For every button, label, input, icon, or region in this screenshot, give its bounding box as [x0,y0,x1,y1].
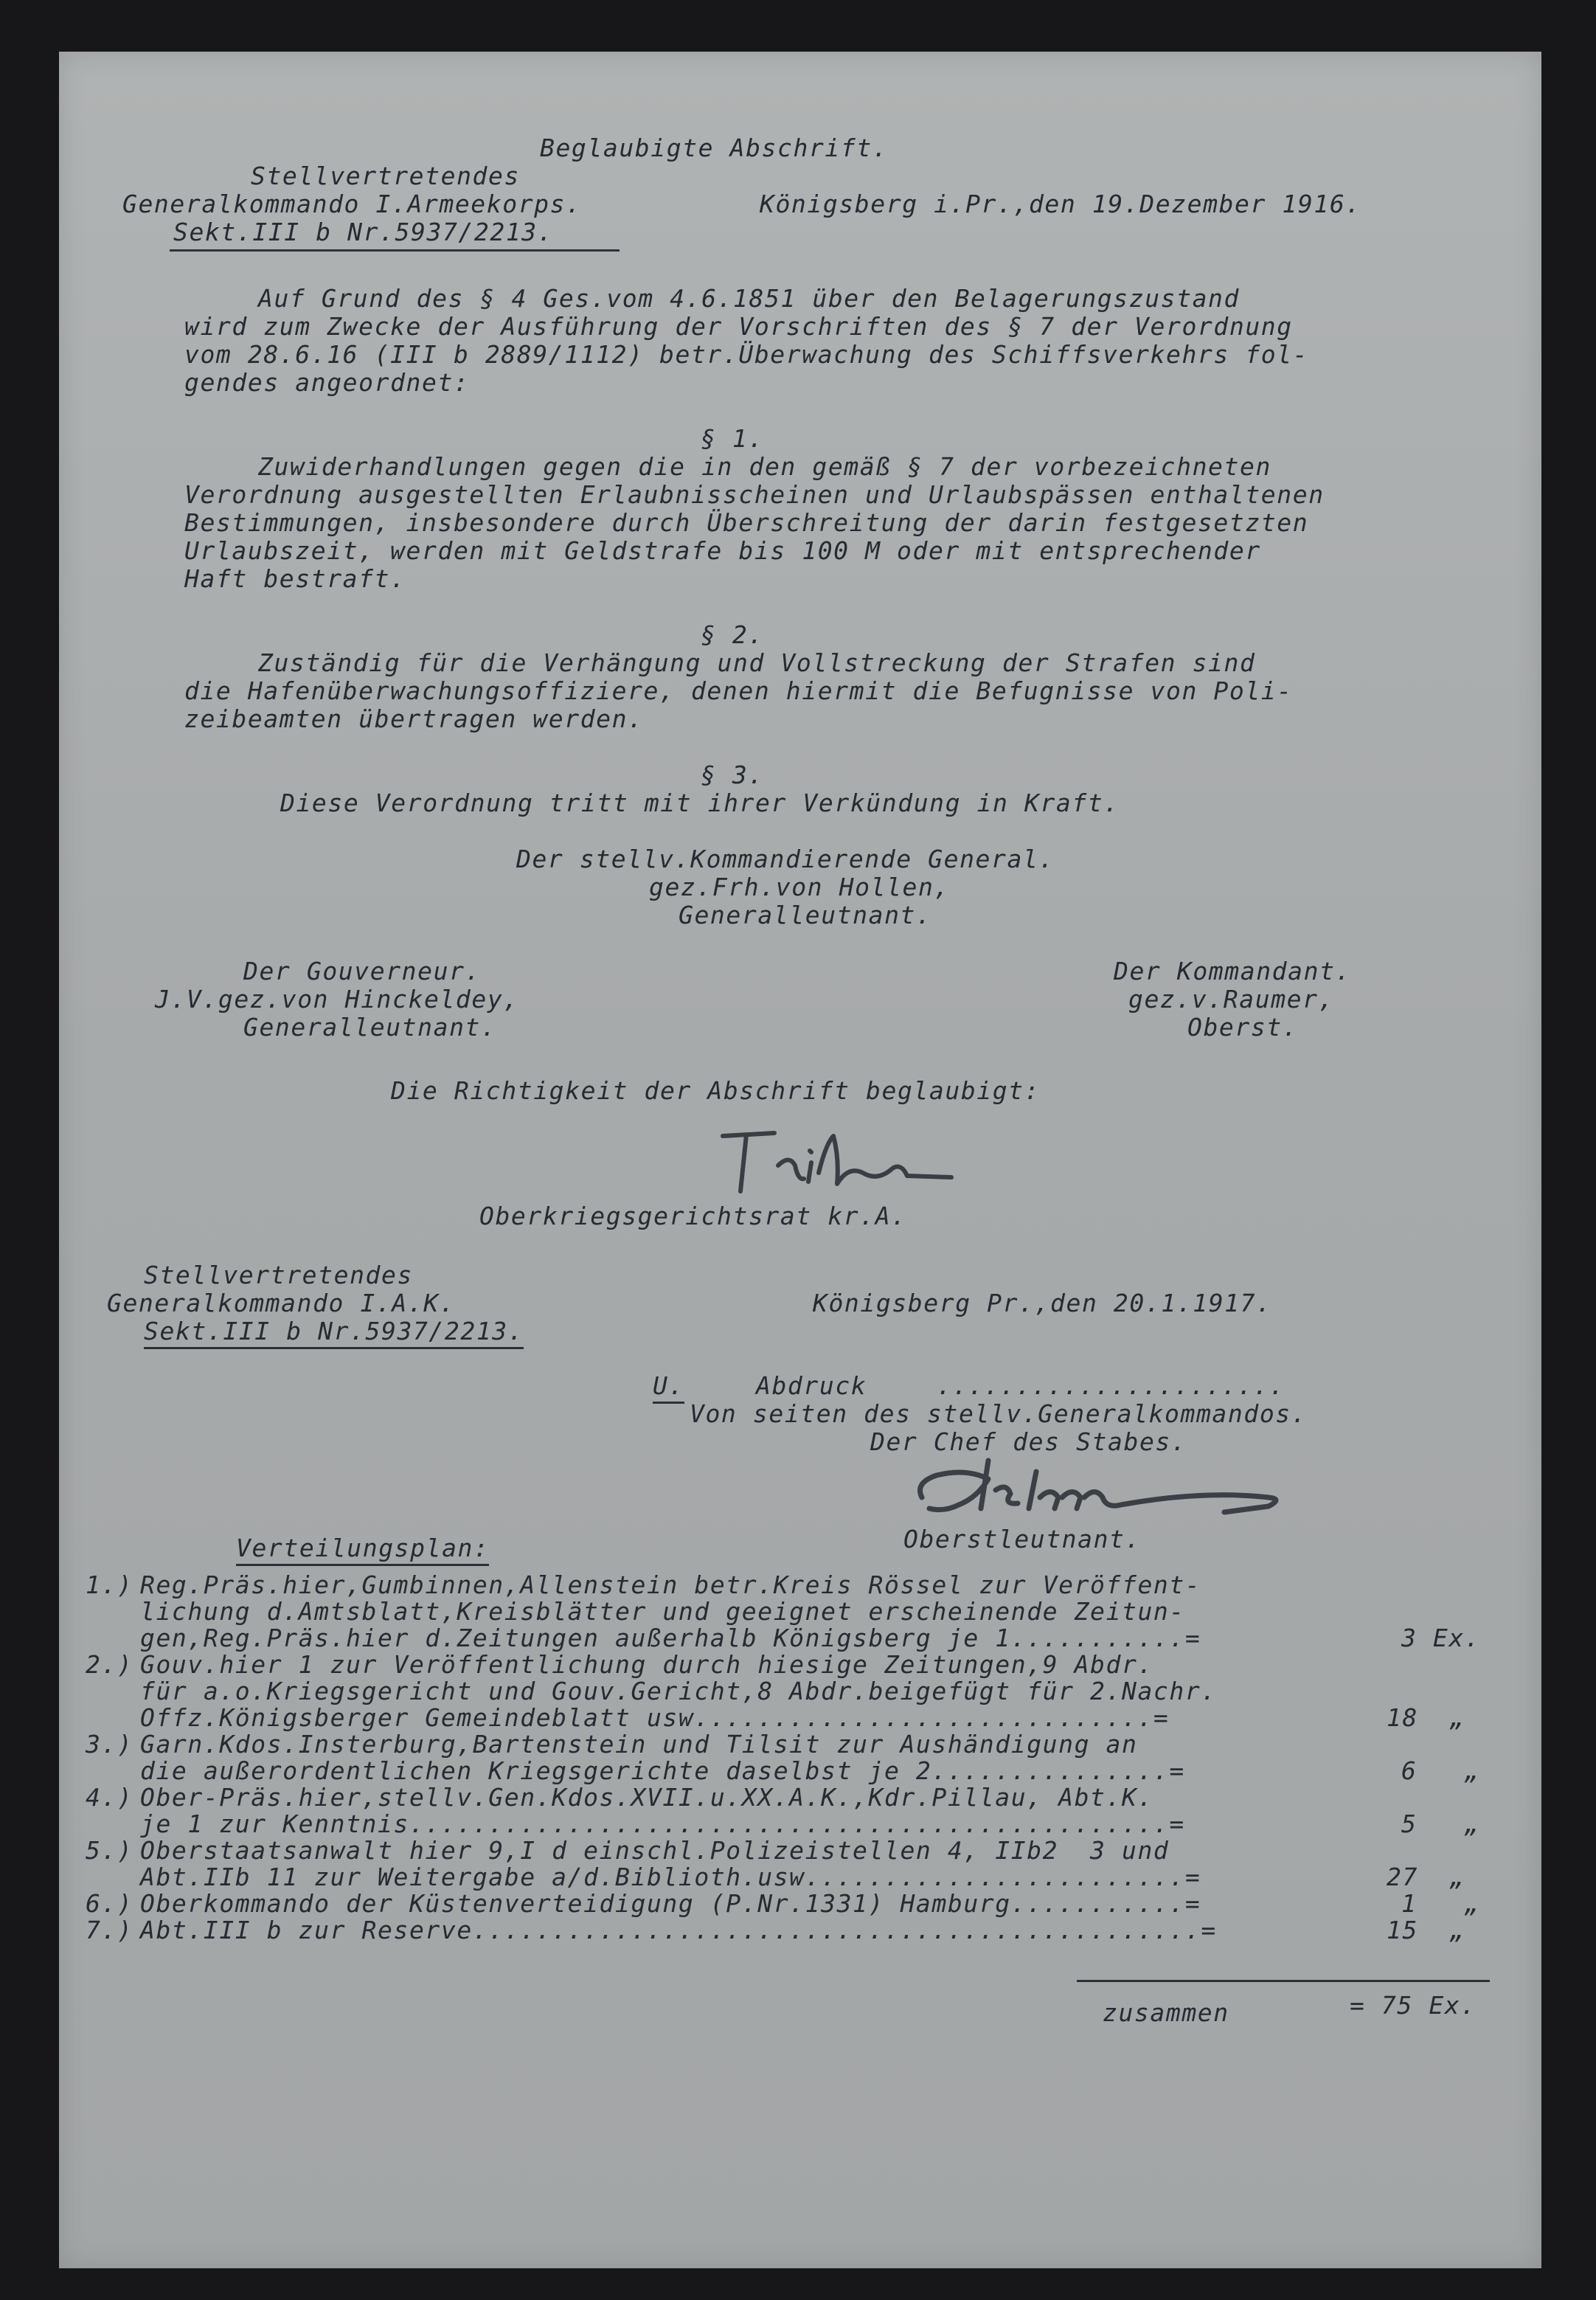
chief-of-staff: Der Chef des Stabes. [870,1427,1187,1456]
section-1-line: Bestimmungen, insbesondere durch Überschreitung der darin festgesetzten [184,508,1309,537]
org-line-1: Stellvertretendes [251,162,520,190]
org-line-2: Generalkommando I.Armeekorps. [122,190,582,218]
abdruck-from: Von seiten des stellv.Generalkommandos. [690,1399,1308,1428]
total-label: zusammen [1103,1998,1229,2027]
distribution-count: 6 „ [1401,1756,1481,1785]
gouverneur-name: J.V.gez.von Hinckeldey, [155,985,519,1014]
signer-rank: Oberstleutnant. [903,1525,1142,1553]
distribution-line: Garn.Kdos.Insterburg,Bartenstein und Tilsit zur Aushändigung an [140,1730,1138,1759]
certification-text: Die Richtigkeit der Abschrift beglaubigt: [391,1076,1041,1105]
abdruck-dots: ...................... [937,1371,1286,1400]
distribution-count: 18 „ [1387,1703,1466,1732]
section-1-line: Urlaubszeit, werden mit Geldstrafe bis 100 M oder mit entsprechender [184,536,1261,565]
distribution-item-number: 3.) [86,1730,133,1759]
total-value: = 75 Ex. [1350,1991,1477,2020]
distribution-count: 5 „ [1401,1809,1481,1838]
intro-line-2: wird zum Zwecke der Ausführung der Vorschriften des § 7 der Verordnung [184,312,1293,341]
abdruck-marker: U. [653,1372,684,1404]
section-3-line: Diese Verordnung tritt mit ihrer Verkündung in Kraft. [280,789,1120,817]
distribution-line: lichung d.Amtsblatt,Kreisblätter und geeignet erscheinende Zeitun- [140,1597,1185,1626]
distribution-line: Oberstaatsanwalt hier 9,I d einschl.Polizeistellen 4, IIb2 3 und [140,1836,1170,1865]
abdruck-label: Abdruck [756,1371,867,1400]
section-1-line: Verordnung ausgestellten Erlaubnisscheinen und Urlaubspässen enthaltenen [184,480,1325,509]
document-title: Beglaubigte Abschrift. [540,134,889,162]
distribution-item-number: 5.) [86,1836,133,1865]
distribution-line: je 1 zur Kenntnis................................................= [140,1809,1185,1838]
distribution-line: gen,Reg.Präs.hier d.Zeitungen außerhalb Königsberg je 1...........= [140,1624,1201,1652]
section-2-line: zeibeamten übertragen werden. [184,704,644,733]
handwritten-signature-1 [708,1114,959,1210]
section-2-heading: § 2. [701,620,764,649]
distribution-line: Ober-Präs.hier,stellv.Gen.Kdos.XVII.u.XX.A.K.,Kdr.Pillau, Abt.K. [140,1783,1153,1812]
certifier-title: Oberkriegsgerichtsrat kr.A. [479,1202,907,1230]
header-underline [170,249,620,252]
distribution-heading: Verteilungsplan: [236,1534,489,1566]
section-2-line: die Hafenüberwachungsoffiziere, denen hiermit die Befugnisse von Poli- [184,676,1293,705]
gouverneur-title: Der Gouverneur. [243,957,482,986]
second-place-date: Königsberg Pr.,den 20.1.1917. [813,1289,1272,1317]
distribution-item-number: 2.) [86,1650,133,1679]
distribution-line: Reg.Präs.hier,Gumbinnen,Allenstein betr.Kreis Rössel zur Veröffent- [140,1570,1201,1599]
intro-line-4: gendes angeordnet: [184,368,470,397]
general-name: gez.Frh.von Hollen, [649,873,950,901]
distribution-line: Abt.III b zur Reserve..............................................= [140,1916,1217,1944]
second-org-line-1: Stellvertretendes [144,1261,413,1289]
handwritten-signature-2 [907,1446,1305,1527]
section-2-line: Zuständig für die Verhängung und Vollstreckung der Strafen sind [258,648,1256,677]
distribution-count: 15 „ [1387,1916,1466,1944]
second-reference-number: Sekt.III b Nr.5937/2213. [144,1317,524,1349]
distribution-line: Oberkommando der Küstenverteidigung (P.Nr.1331) Hamburg...........= [140,1889,1201,1918]
section-3-heading: § 3. [701,761,764,789]
kommandant-name: gez.v.Raumer, [1128,985,1335,1014]
distribution-line: Offz.Königsberger Gemeindeblatt usw.............................= [140,1703,1170,1732]
distribution-item-number: 1.) [86,1570,133,1599]
kommandant-title: Der Kommandant. [1114,957,1352,986]
distribution-item-number: 7.) [86,1916,133,1944]
distribution-item-number: 6.) [86,1889,133,1918]
gouverneur-rank: Generalleutnant. [243,1013,497,1042]
total-rule [1077,1980,1490,1982]
distribution-item-number: 4.) [86,1783,133,1812]
kommandant-rank: Oberst. [1187,1013,1299,1042]
section-1-line: Zuwiderhandlungen gegen die in den gemäß § 7 der vorbezeichneten [258,452,1271,481]
distribution-count: 27 „ [1387,1863,1466,1891]
second-org-line-2: Generalkommando I.A.K. [107,1289,456,1317]
general-title: Der stellv.Kommandierende General. [516,845,1055,873]
distribution-line: Gouv.hier 1 zur Veröffentlichung durch hiesige Zeitungen,9 Abdr. [140,1650,1153,1679]
general-rank: Generalleutnant. [679,901,932,929]
distribution-line: für a.o.Kriegsgericht und Gouv.Gericht,8 Abdr.beigefügt für 2.Nachr. [140,1677,1217,1705]
place-date: Königsberg i.Pr.,den 19.Dezember 1916. [760,190,1361,218]
reference-number: Sekt.III b Nr.5937/2213. [173,218,554,246]
distribution-count: 3 Ex. [1401,1624,1481,1652]
document-page [59,52,1541,2268]
section-1-line: Haft bestraft. [184,564,406,593]
distribution-count: 1 „ [1401,1889,1481,1918]
section-1-heading: § 1. [701,424,764,453]
distribution-line: die außerordentlichen Kriegsgerichte daselbst je 2...............= [140,1756,1185,1785]
distribution-line: Abt.IIb 11 zur Weitergabe a/d.Biblioth.usw........................= [140,1863,1201,1891]
intro-line-3: vom 28.6.16 (III b 2889/1112) betr.Überwachung des Schiffsverkehrs fol- [184,340,1309,369]
intro-line-1: Auf Grund des § 4 Ges.vom 4.6.1851 über den Belagerungszustand [258,284,1240,313]
